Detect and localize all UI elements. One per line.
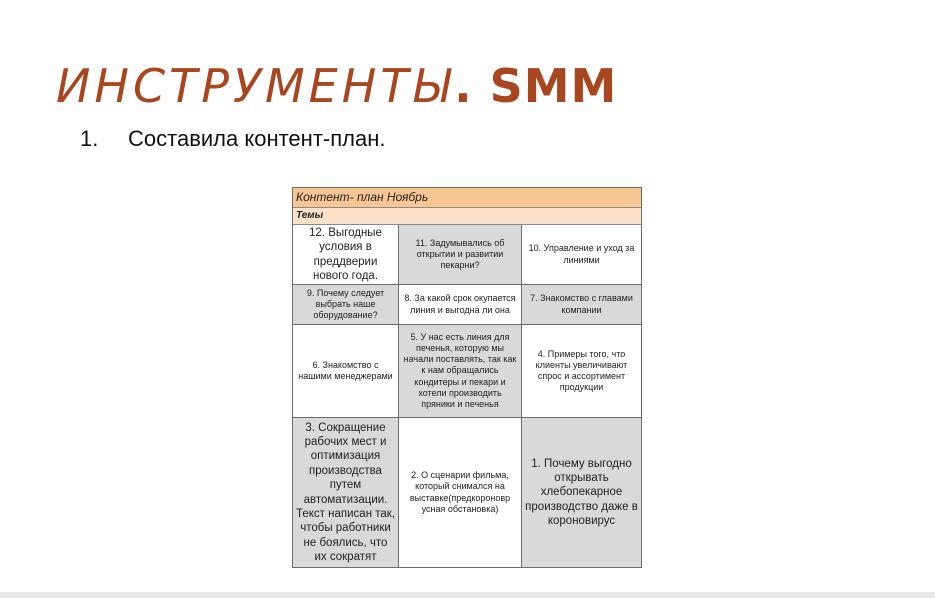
topic-cell-3: 3. Сокращение рабочих мест и оптимизация производства путем автоматизации. Текст написан так, чтобы работники не боялись, что их сократят	[293, 418, 399, 567]
topic-cell-9: 9. Почему следует выбрать наше оборудование?	[293, 285, 399, 325]
title-instruments: ИНСТРУМЕНТЫ	[56, 59, 455, 113]
content-plan-subheader: Темы	[293, 208, 641, 225]
topic-cell-4: 4. Примеры того, что клиенты увеличивают спрос и ассортимент продукции	[522, 325, 641, 418]
topic-cell-2: 2. О сценарии фильма, который снимался на выставке(предкороновр усная обстановка)	[399, 418, 522, 567]
topic-cell-10: 10. Управление и уход за линиями	[522, 225, 641, 285]
topic-cell-8: 8. За какой срок окупается линия и выгодна ли она	[399, 285, 522, 325]
list-text: Составила контент-план.	[128, 126, 386, 151]
topic-cell-12: 12. Выгодные условия в преддверии нового года.	[293, 225, 399, 285]
title-smm: . SMM	[454, 59, 618, 113]
topic-cell-6: 6. Знакомство с нашими менеджерами	[293, 325, 399, 418]
topic-cell-5: 5. У нас есть линия для печенья, которую мы начали поставлять, так как к нам обращались кондитеры и пекари и хотели производить пряники и печенья	[399, 325, 522, 418]
topic-cell-7: 7. Знакомство с главами компании	[522, 285, 641, 325]
list-number: 1.	[80, 126, 99, 151]
topic-cell-11: 11. Задумывались об открытии и развитии пекарни?	[399, 225, 522, 285]
topics-grid	[293, 225, 641, 567]
content-plan-table	[292, 187, 642, 568]
slide-title	[56, 54, 617, 118]
list-item	[80, 126, 385, 152]
topic-cell-1: 1. Почему выгодно открывать хлебопекарное производство даже в короновирус	[522, 418, 641, 567]
content-plan-header: Контент- план Ноябрь	[293, 188, 641, 208]
